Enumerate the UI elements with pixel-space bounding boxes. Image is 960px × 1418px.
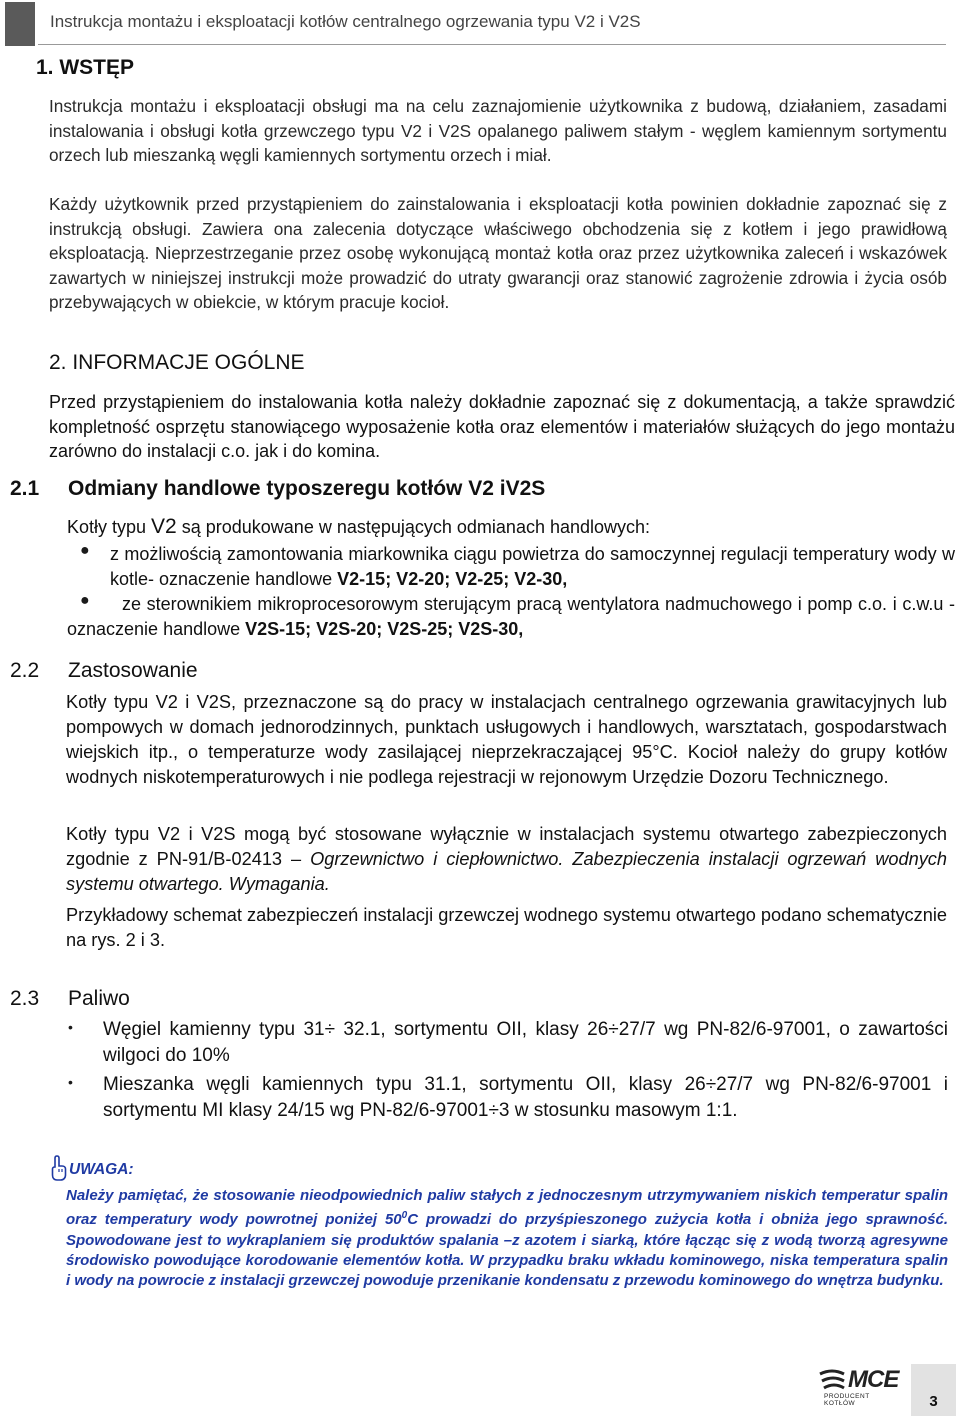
section-number: 2.2 xyxy=(10,659,40,682)
section-2-heading: 2. INFORMACJE OGÓLNE xyxy=(49,351,305,374)
section-2-1-intro: Kotły typu V2 są produkowane w następujących odmianach handlowych: xyxy=(67,515,651,538)
section-1-para-2: Każdy użytkownik przed przystąpieniem do zainstalowania i eksploatacji kotła powinien dokładnie zapoznać się z instrukcją obsługi. Zawiera ona zalecenia dotyczące właściwego obchodzenia się z kotłem i jego prawidłową eksploatacją. Nieprzestrzeganie przez osobę wykonującą montaż kotła oraz przez użytkownika zaleceń i wskazówek zawartych w niniejszej instrukcji może prowadzić do utraty gwarancji oraz stanowić zagrożenie zdrowia i życia osób przebywających w obiekcie, w którym pracuje kocioł. xyxy=(49,194,947,312)
page-number-box xyxy=(911,1364,956,1416)
running-header: Instrukcja montażu i eksploatacji kotłów centralnego ogrzewania typu V2 i V2S xyxy=(50,12,641,31)
section-title: Paliwo xyxy=(68,987,130,1010)
list-item: ● z możliwością zamontowania miarkownika ciągu powietrza do samoczynnej regulacji temperatury wody w kotle- oznaczenie handlowe V2-15; V2-20; V2-25; V2-30, xyxy=(80,542,955,589)
bullet-icon: ● xyxy=(80,592,90,609)
header-rule xyxy=(38,44,946,45)
logo-text: MCE xyxy=(848,1366,899,1393)
section-2-2-heading xyxy=(10,659,198,683)
logo-mark-icon xyxy=(818,1368,848,1394)
section-1-heading: 1. WSTĘP xyxy=(36,56,135,79)
header-decoration xyxy=(5,2,35,46)
section-number: 2.3 xyxy=(10,987,40,1010)
section-2-para: Przed przystąpieniem do instalowania kotła należy dokładnie zapoznać się z dokumentacją, a także sprawdzić kompletność osprzętu stanowiącego wyposażenie kotła oraz elementów i materiałów służących do jego montażu zarówno do instalacji c.o. jak i do komina. xyxy=(49,392,955,461)
section-title: Odmiany handlowe typoszeregu kotłów V2 iV2S xyxy=(68,477,546,500)
section-2-2-para-3: Przykładowy schemat zabezpieczeń instalacji grzewczej wodnego systemu otwartego podano schematycznie na rys. 2 i 3. xyxy=(66,905,947,950)
list-item: • Węgiel kamienny typu 31÷ 32.1, sortymentu OII, klasy 26÷27/7 wg PN-82/6-97001, o zawartości wilgoci do 10% xyxy=(68,1019,948,1066)
mce-logo xyxy=(818,1366,902,1407)
section-2-3-heading xyxy=(10,987,130,1011)
logo-subtitle: PRODUCENT KOTŁÓW xyxy=(824,1393,870,1407)
list-item: • Mieszanka węgli kamiennych typu 31.1, sortymentu OII, klasy 26÷27/7 wg PN-82/6-97001 i sortymentu MI klasy 24/15 wg PN-82/6-97001÷3 w stosunku masowym 1:1. xyxy=(68,1074,948,1121)
list-item: ● ze sterownikiem mikroprocesorowym sterującym pracą wentylatora nadmuchowego i pomp c.o. i c.w.u - oznaczenie handlowe V2S-15; V2S-20; V2S-25; V2S-30, xyxy=(67,592,955,639)
warning-text: Należy pamiętać, że stosowanie nieodpowiednich paliw stałych z jednoczesnym utrzymywaniem niskich temperatur spalin oraz temperatury wody powrotnej poniżej $50^0C$ prowadzi do przyśpieszonego zużycia kotła i obniża jego sprawność. Spowodowane jest to wykraplaniem się produktów spalania –z azotem i siarką, które łącząc się z wodą tworzą agresywne środowisko powodujące korodowanie elementów kotła. W przypadku braku wkładu kominowego, niska temperatura spalin i wody na powrocie z instalacji grzewczej powoduje przenikanie kondensatu z przewodu kominowego do wnętrza budynku. xyxy=(66,1187,948,1290)
section-title: Zastosowanie xyxy=(68,659,198,682)
section-2-2-para-2: Kotły typu V2 i V2S mogą być stosowane wyłącznie w instalacjach systemu otwartego zabezpieczonych zgodnie z PN-91/B-02413 – Ogrzewnictwo i ciepłownictwo. Zabezpieczenia instalacji ogrzewań wodnych systemu otwartego. Wymagania. xyxy=(66,824,948,894)
bullet-icon: ● xyxy=(80,542,90,559)
warning-title: UWAGA: xyxy=(69,1161,134,1178)
section-2-2-para-1: Kotły typu V2 i V2S, przeznaczone są do pracy w instalacjach centralnego ogrzewania grawitacyjnych lub pompowych w domach jednorodzinnych, punktach usługowych i handlowych, warsztatach, gospodarstwach wiejskich itp., o temperaturze wody zasilającej nieprzekraczającej 95°C. Kocioł należy do grupy kotłów wodnych niskotemperaturowych i nie podlega rejestracji w rejonowym Urzędzie Dozoru Technicznego. xyxy=(66,692,947,787)
bullet-icon: • xyxy=(68,1019,73,1035)
page-number: 3 xyxy=(929,1393,938,1410)
section-2-1-heading xyxy=(10,477,545,501)
pointing-hand-icon xyxy=(51,1155,67,1181)
section-number: 2.1 xyxy=(10,477,40,500)
bullet-icon: • xyxy=(68,1074,73,1090)
section-1-para-1: Instrukcja montażu i eksploatacji obsługi ma na celu zaznajomienie użytkownika z budową, działaniem, zasadami instalowania i obsługi kotła grzewczego typu V2 i V2S opalanego paliwem stałym - węglem kamiennym sortymentu orzech lub mieszanką węgli kamiennych sortymentu orzech i miał. xyxy=(49,96,947,165)
